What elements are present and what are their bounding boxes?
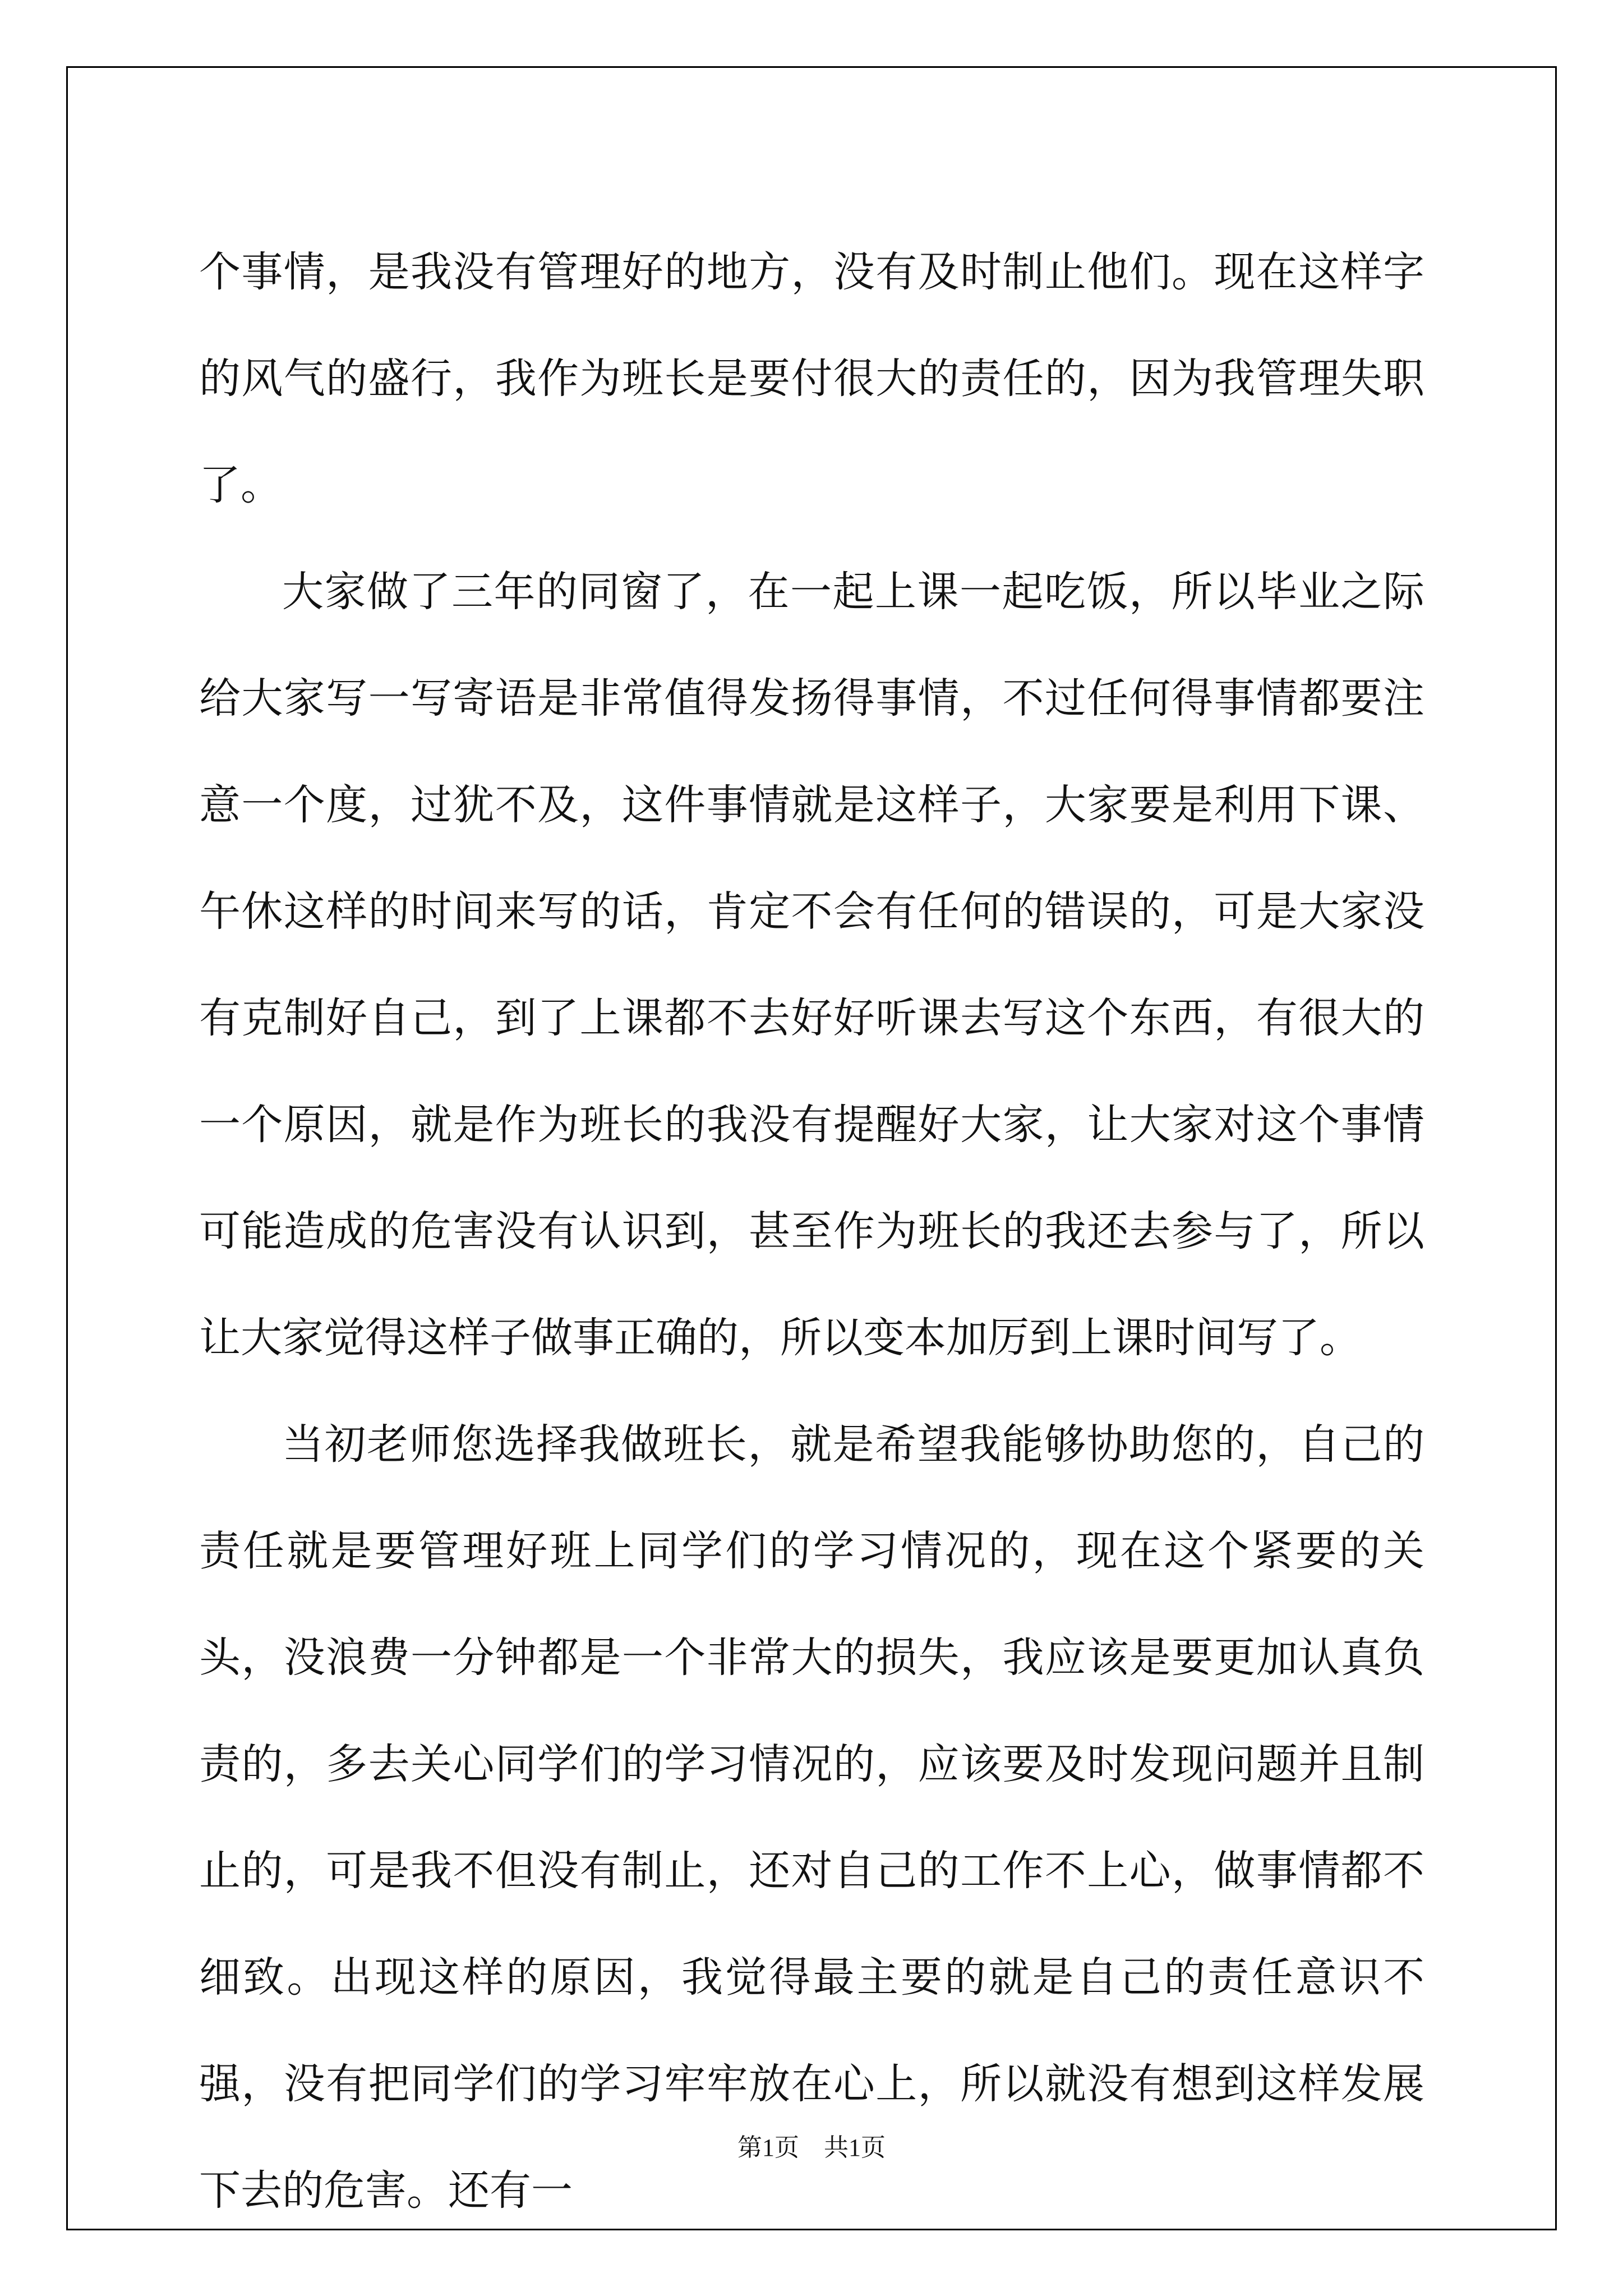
document-body bbox=[199, 219, 1424, 2244]
page-footer: 第1页 共1页 bbox=[737, 2134, 886, 2161]
paragraph-3: 当初老师您选择我做班长，就是希望我能够协助您的，自己的责任就是要管理好班上同学们的学习情况的，现在这个紧要的关头，没浪费一分钟都是一个非常大的损失，我应该是要更加认真负责的，多去关心同学们的学习情况的，应该要及时发现问题并且制止的，可是我不但没有制止，还对自己的工作不上心，做事情都不细致。出现这样的原因，我觉得最主要的就是自己的责任意识不强，没有把同学们的学习牢牢放在心上，所以就没有想到这样发展下去的危害。还有一 bbox=[199, 1420, 1424, 2215]
paragraph-2: 大家做了三年的同窗了，在一起上课一起吃饭，所以毕业之际给大家写一写寄语是非常值得发扬得事情，不过任何得事情都要注意一个度，过犹不及，这件事情就是这样子，大家要是利用下课、午休这样的时间来写的话，肯定不会有任何的错误的，可是大家没有克制好自己，到了上课都不去好好听课去写这个东西，有很大的一个原因，就是作为班长的我没有提醒好大家，让大家对这个事情可能造成的危害没有认识到，甚至作为班长的我还去参与了，所以让大家觉得这样子做事正确的，所以变本加厉到上课时间写了。 bbox=[199, 568, 1424, 1362]
paragraph-1: 个事情，是我没有管理好的地方，没有及时制止他们。现在这样字的风气的盛行，我作为班长是要付很大的责任的，因为我管理失职了。 bbox=[199, 248, 1424, 509]
